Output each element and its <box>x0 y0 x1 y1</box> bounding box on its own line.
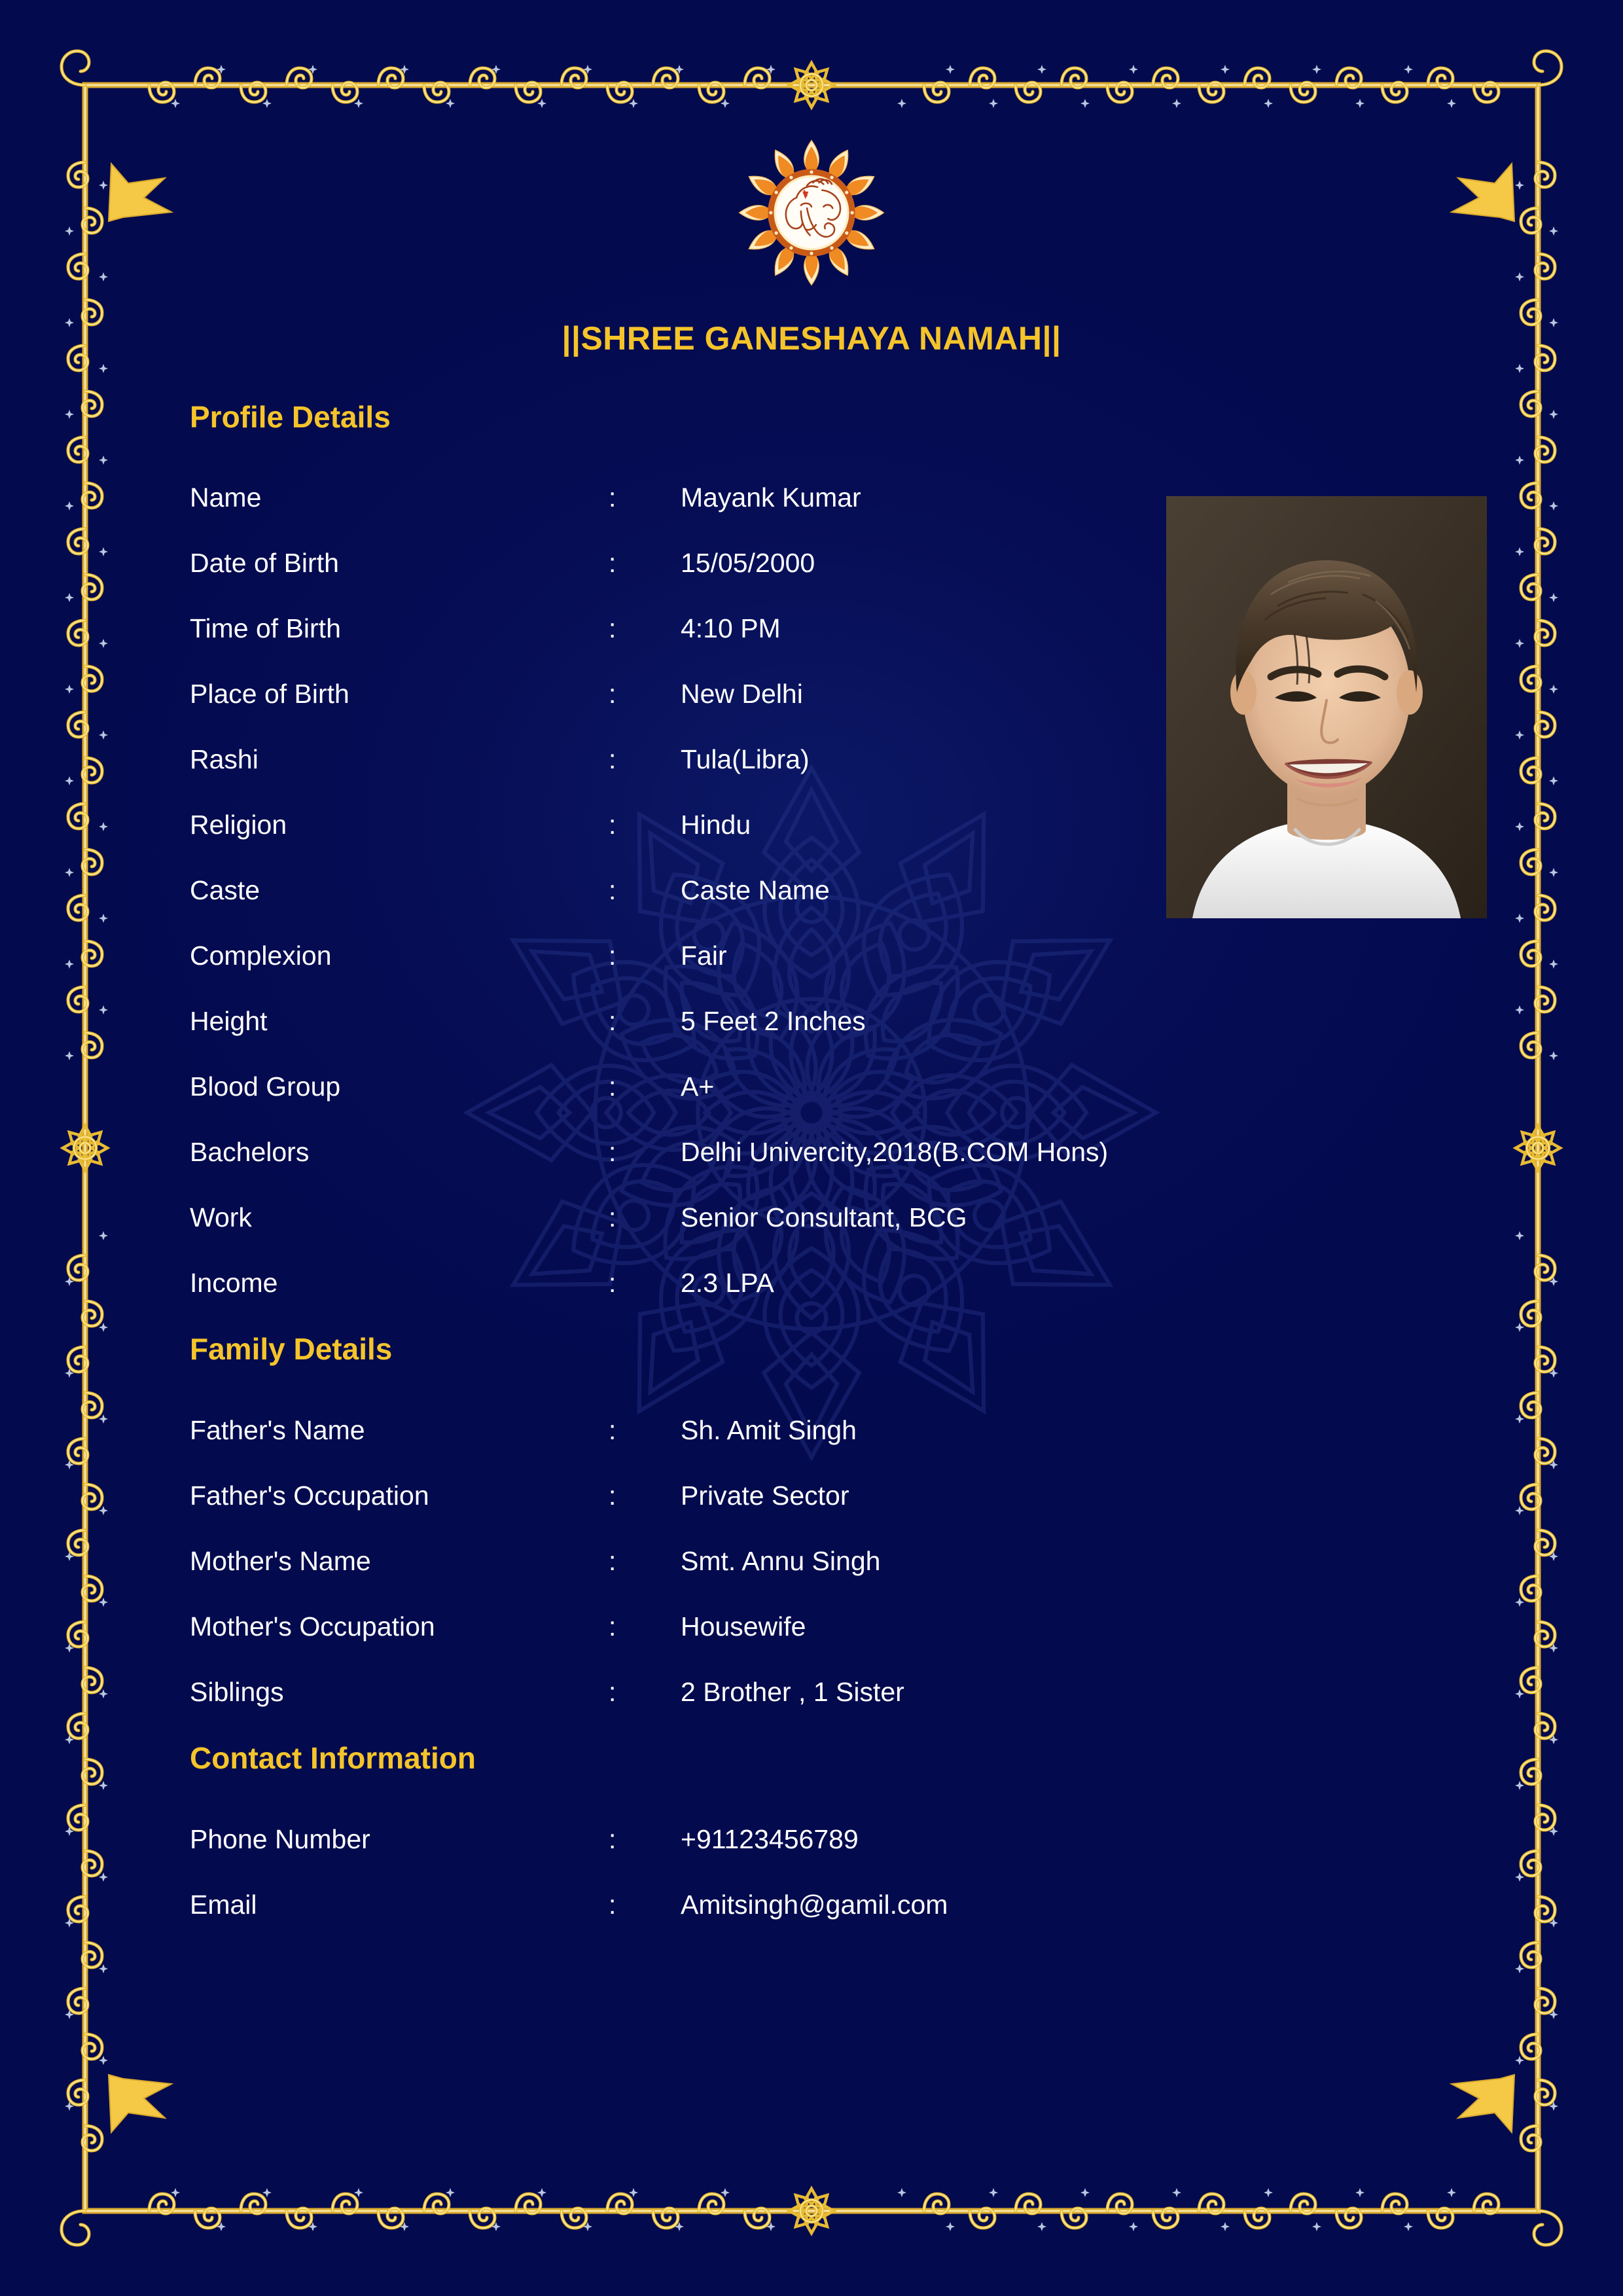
table-row <box>190 1594 1433 1659</box>
row-colon: : <box>609 679 616 709</box>
row-value: Smt. Annu Singh <box>681 1546 881 1576</box>
row-value: New Delhi <box>681 679 803 709</box>
row-label: Email <box>190 1890 257 1920</box>
page-title: ||SHREE GANESHAYA NAMAH|| <box>562 320 1061 357</box>
row-value: Sh. Amit Singh <box>681 1415 857 1445</box>
table-row <box>190 988 1433 1054</box>
section-heading-profile: Profile Details <box>190 400 391 434</box>
row-colon: : <box>609 1006 616 1036</box>
row-value: Tula(Libra) <box>681 744 810 774</box>
row-value: Housewife <box>681 1611 806 1641</box>
table-row <box>190 1119 1433 1185</box>
row-value: A+ <box>681 1071 715 1102</box>
table-row <box>190 857 1433 923</box>
row-label: Siblings <box>190 1677 284 1707</box>
row-colon: : <box>609 1890 616 1920</box>
row-colon: : <box>609 482 616 512</box>
row-label: Rashi <box>190 744 259 774</box>
table-row <box>190 1872 1433 1937</box>
row-colon: : <box>609 1415 616 1445</box>
row-label: Bachelors <box>190 1137 310 1167</box>
row-label: Blood Group <box>190 1071 341 1102</box>
table-row <box>190 792 1433 857</box>
row-colon: : <box>609 1824 616 1854</box>
row-label: Caste <box>190 875 260 905</box>
row-value: 15/05/2000 <box>681 548 815 578</box>
row-colon: : <box>609 941 616 971</box>
row-label: Phone Number <box>190 1824 370 1854</box>
row-label: Time of Birth <box>190 613 341 643</box>
row-colon: : <box>609 1546 616 1576</box>
row-label: Place of Birth <box>190 679 349 709</box>
section-heading-contact: Contact Information <box>190 1741 476 1775</box>
row-label: Height <box>190 1006 268 1036</box>
table-row <box>190 661 1433 726</box>
table-row <box>190 1806 1433 1872</box>
row-value: 2.3 LPA <box>681 1268 774 1298</box>
row-colon: : <box>609 1677 616 1707</box>
row-label: Mother's Occupation <box>190 1611 435 1641</box>
table-row <box>190 1397 1433 1463</box>
row-value: Mayank Kumar <box>681 482 861 512</box>
section-heading-family: Family Details <box>190 1332 393 1366</box>
row-label: Complexion <box>190 941 332 971</box>
row-colon: : <box>609 875 616 905</box>
row-value: Senior Consultant, BCG <box>681 1202 967 1232</box>
row-value: 2 Brother , 1 Sister <box>681 1677 904 1707</box>
row-label: Name <box>190 482 262 512</box>
row-value: Hindu <box>681 810 751 840</box>
row-value: Private Sector <box>681 1480 849 1511</box>
row-colon: : <box>609 1071 616 1102</box>
table-row <box>190 726 1433 792</box>
row-colon: : <box>609 1202 616 1232</box>
row-colon: : <box>609 1137 616 1167</box>
row-label: Religion <box>190 810 287 840</box>
table-row <box>190 596 1433 661</box>
table-row <box>190 1528 1433 1594</box>
table-row <box>190 1250 1433 1316</box>
table-row <box>190 1054 1433 1119</box>
row-value: Amitsingh@gamil.com <box>681 1890 948 1920</box>
row-colon: : <box>609 613 616 643</box>
row-label: Date of Birth <box>190 548 339 578</box>
ganesha-lotus-icon <box>736 137 887 288</box>
row-value: Caste Name <box>681 875 830 905</box>
row-label: Work <box>190 1202 252 1232</box>
row-value: 5 Feet 2 Inches <box>681 1006 866 1036</box>
row-colon: : <box>609 1268 616 1298</box>
row-label: Mother's Name <box>190 1546 371 1576</box>
row-colon: : <box>609 810 616 840</box>
row-value: Fair <box>681 941 727 971</box>
table-row <box>190 1185 1433 1250</box>
row-label: Father's Name <box>190 1415 365 1445</box>
row-value: 4:10 PM <box>681 613 781 643</box>
table-row <box>190 1463 1433 1528</box>
table-row <box>190 1659 1433 1725</box>
row-colon: : <box>609 1611 616 1641</box>
row-value: +91123456789 <box>681 1824 859 1854</box>
row-value: Delhi Univercity,2018(B.COM Hons) <box>681 1137 1109 1167</box>
table-row <box>190 923 1433 988</box>
row-colon: : <box>609 744 616 774</box>
row-label: Income <box>190 1268 278 1298</box>
row-colon: : <box>609 548 616 578</box>
table-row <box>190 465 1433 530</box>
row-label: Father's Occupation <box>190 1480 429 1511</box>
table-row <box>190 530 1433 596</box>
row-colon: : <box>609 1480 616 1511</box>
